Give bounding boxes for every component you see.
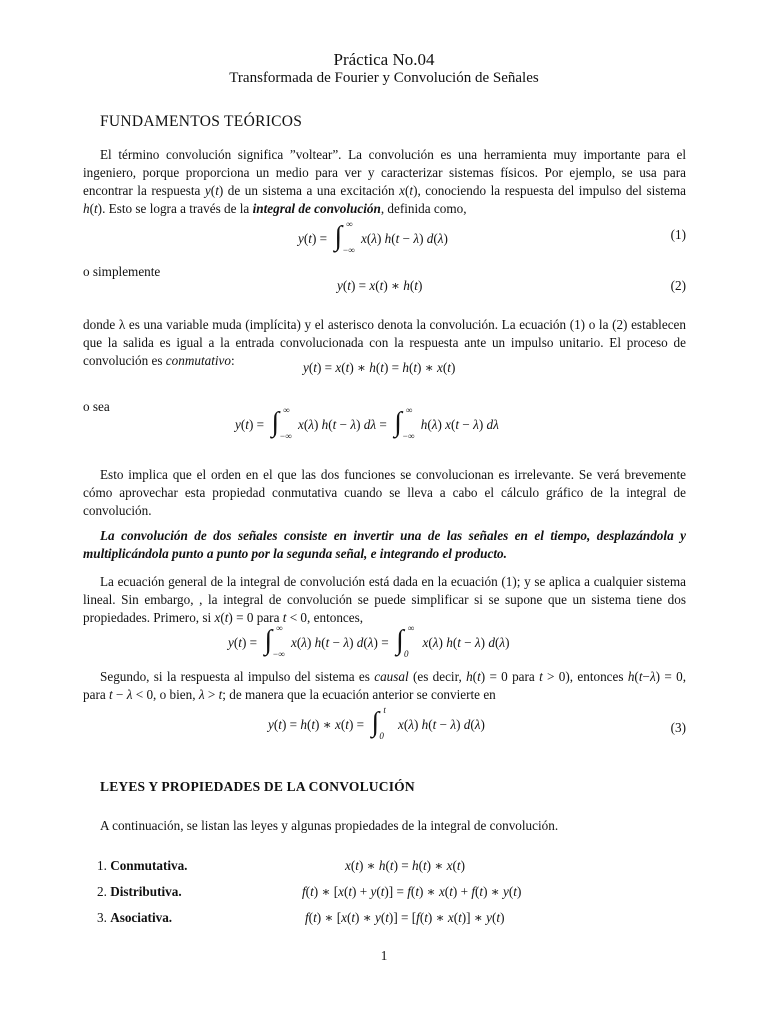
law-equation-commutative: x(t) ∗ h(t) = h(t) ∗ x(t) xyxy=(345,858,465,873)
p1-text-e: , definida como, xyxy=(380,201,467,216)
p2-text-b: : xyxy=(230,353,235,368)
paragraph-definition-bold xyxy=(83,527,686,563)
document-subtitle: Transformada de Fourier y Convolución de Señales xyxy=(229,70,539,86)
law-name: Conmutativa. xyxy=(110,858,188,873)
p1-text-a: El término convolución significa ”voltear”. La convolución es una herramienta muy importante para el ingeniero, porque proporciona un medio para ver y caracterizar sistemas físicos. Por ejemplo, se usa para encontrar la respuesta xyxy=(83,147,686,198)
p6-text-d: , para xyxy=(83,669,686,702)
equation-1: y(t) = ∫ ∞ −∞ x(λ) h(t − λ) d(λ) xyxy=(298,219,448,255)
p3-text: Esto implica que el orden en el que las dos funciones se convolucionan es irrelevante. Se verá brevemente cómo aprovechar esta propiedad conmutativa cuando se lleva a cabo el cálculo gráfico de la integral de convolución. xyxy=(83,467,686,518)
p6-text-b: (es decir, xyxy=(408,669,467,684)
equation-3: y(t) = h(t) ∗ x(t) = ∫ t 0 x(λ) h(t − λ) d(λ) xyxy=(268,705,485,741)
p2-italic-term: conmutativo xyxy=(165,353,231,368)
p6-text-a: Segundo, si la respuesta al impulso del sistema es xyxy=(100,669,375,684)
p6-text-c: ), entonces xyxy=(565,669,628,684)
law-item-associative xyxy=(97,910,172,926)
law-name: Asociativa. xyxy=(110,910,173,925)
p6-text-f: ; de manera que la ecuación anterior se convierte en xyxy=(222,687,496,702)
equation-2-number: (2) xyxy=(670,278,686,293)
law-item-commutative xyxy=(97,858,187,874)
p6-italic-term: causal xyxy=(374,669,409,684)
law-number: 1. xyxy=(97,858,107,873)
p1-text-d: . Esto se logra a través de la xyxy=(102,201,253,216)
p6-text-e: , o bien, xyxy=(153,687,199,702)
text-o-sea: o sea xyxy=(83,399,110,414)
law-name: Distributiva. xyxy=(110,884,182,899)
page-number: 1 xyxy=(380,948,388,963)
section-heading-fundamentos: FUNDAMENTOS TEÓRICOS xyxy=(100,113,303,130)
equation-causal-input: y(t) = ∫ ∞ −∞ x(λ) h(t − λ) d(λ) = ∫ ∞ 0 x(λ) h(t − λ) d(λ) xyxy=(228,623,510,659)
section-heading-leyes: LEYES Y PROPIEDADES DE LA CONVOLUCIÓN xyxy=(100,779,415,794)
law-equation-distributive: f(t) ∗ [x(t) + y(t)] = f(t) ∗ x(t) + f(t) ∗ y(t) xyxy=(302,884,522,899)
p5-text-b: , entonces, xyxy=(307,610,364,625)
equation-commutative: y(t) = x(t) ∗ h(t) = h(t) ∗ x(t) xyxy=(303,360,456,375)
p1-text-b: de un sistema a una excitación xyxy=(223,183,400,198)
law-item-distributive xyxy=(97,884,182,900)
law-equation-associative: f(t) ∗ [x(t) ∗ y(t)] = [f(t) ∗ x(t)] ∗ y(t) xyxy=(305,910,505,925)
p1-bold-term: integral de convolución xyxy=(252,201,381,216)
equation-2: y(t) = x(t) ∗ h(t) xyxy=(337,278,423,293)
p2-text-a: donde λ es una variable muda (implícita) y el asterisco denota la convolución. La ecuación (1) o la (2) establecen que la salida es igual a la entrada convolucionada con la respuesta ante un impulso unitario. El proceso de convolución es xyxy=(83,317,686,368)
paragraph-intro: El término convolución significa ”voltear”. La convolución es una herramienta muy importante para el ingeniero, porque proporciona un medio para ver y caracterizar sistemas físicos. Por ejemplo, se usa para encontrar la respuesta y(t) de un sistema a una excitación x(t), conociendo la respuesta del impulso del sistema h(t). Esto se logra a través de la integral de convolución, definida como, xyxy=(83,147,686,216)
equation-commutative-integral: y(t) = ∫ ∞ −∞ x(λ) h(t − λ) dλ = ∫ ∞ −∞ h(λ) x(t − λ) dλ xyxy=(235,405,499,441)
paragraph-order xyxy=(83,466,686,520)
document-title: Práctica No.04 xyxy=(333,50,435,69)
paragraph-general-equation: La ecuación general de la integral de convolución está dada en la ecuación (1); y se aplica a cualquier sistema lineal. Sin embargo, , la integral de convolución se puede simplificar si se supone que un sistema tiene dos propiedades. Primero, si x(t) = 0 para t < 0, entonces, xyxy=(83,574,686,625)
law-number: 3. xyxy=(97,910,107,925)
law-number: 2. xyxy=(97,884,107,899)
equation-1-number: (1) xyxy=(670,227,686,242)
paragraph-causal: Segundo, si la respuesta al impulso del sistema es causal (es decir, h(t) = 0 para t > 0), entonces h(t−λ) = 0, para t − λ < 0, o bien, λ > t; de manera que la ecuación anterior se convierte en xyxy=(83,669,686,702)
text-o-simplemente: o simplemente xyxy=(83,264,161,279)
p1-text-c: , conociendo la respuesta del impulso del sistema xyxy=(417,183,686,198)
math-y-t: y xyxy=(204,183,211,198)
p4-text: La convolución de dos señales consiste en invertir una de las señales en el tiempo, desplazándola y multiplicándola punto a punto por la segunda señal, e integrando el producto. xyxy=(83,528,686,561)
p5-text-a: La ecuación general de la integral de convolución está dada en la ecuación (1); y se aplica a cualquier sistema lineal. Sin embargo, , la integral de convolución se puede simplificar si se supone que un sistema tiene dos propiedades. Primero, si xyxy=(83,574,686,625)
equation-3-number: (3) xyxy=(670,720,686,735)
paragraph-laws-intro: A continuación, se listan las leyes y algunas propiedades de la integral de convolución. xyxy=(100,818,559,833)
